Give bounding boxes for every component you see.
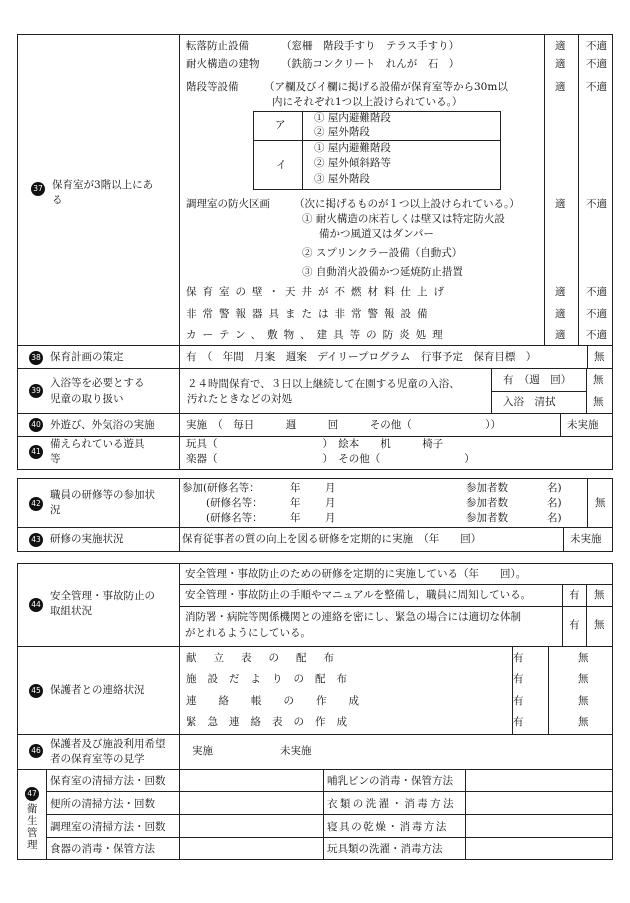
hygiene-right-4: 玩具類の洗濯・消毒方法 [327,843,443,855]
safety-line-1: 安全管理・事故防止のための研修を定期的に実施している（年 回）。 [185,568,527,580]
kitchen-item-3: ③ 自動消火設備かつ延焼防止措置 [302,266,463,278]
item-number-47: 47 [25,787,39,801]
stair-label: 階段等設備 [186,81,239,93]
label-42-line2: 況 [50,504,61,516]
label-46-line1: 保護者及び施設利用希望 [50,738,166,750]
hygiene-left-2: 便所の清掃方法・回数 [50,798,155,810]
hygiene-right-1: 哺乳ビンの消毒・保管方法 [327,775,453,787]
safety-line-2: 安全管理・事故防止の手順やマニュアルを整備し，職員に周知している。 [185,589,532,601]
ok-mark: 適 [555,58,566,70]
ng-mark: 不適 [586,286,607,298]
contact-item-1: 献立表の配布 [186,652,351,664]
training-row-1-e: 名) [547,482,562,494]
stair-i-label: イ [276,159,287,171]
training-row-2-a: (研修名等： [206,497,263,509]
none-38: 無 [594,351,605,363]
ng-mark: 不適 [586,329,607,341]
label-44-line2: 取組状況 [50,605,92,617]
item-number-44: 44 [29,598,43,612]
item-number-37: 37 [31,182,45,196]
training-row-3-a: (研修名等： [206,512,263,524]
training-row-2-e: 名) [547,497,562,509]
item-number-40: 40 [29,418,43,432]
training-row-2-b: 年 [290,497,301,509]
label-42-line1: 職員の研修等の参加状 [50,489,155,501]
label-39-line2: 児童の取り扱い [50,393,124,405]
none-45-2: 無 [578,673,589,685]
yes-45-3: 有 [513,695,524,707]
hygiene-right-3: 寝具の乾燥・消毒方法 [327,821,448,833]
stair-i-item-1: ① 屋内避難階段 [314,142,391,154]
content-41-row2: 楽器（ ） その他（ ） [186,453,475,465]
ng-mark: 不適 [586,81,607,93]
safety-line-4: がとれるようにしている。 [185,627,311,639]
item-number-42: 42 [29,497,43,511]
none-45-4: 無 [578,716,589,728]
curtain-label: カーテン、敷物、建具等の防炎処理 [186,329,449,341]
kitchen-item-2: ② スプリンクラー設備（自動式） [302,247,463,259]
training-row-2-d: 参加者数 [466,497,508,509]
label-43: 研修の実施状況 [50,533,124,545]
training-row-3-e: 名) [547,512,562,524]
ok-mark: 適 [555,198,566,210]
training-row-3-d: 参加者数 [466,512,508,524]
yes-44-b: 有 [569,619,580,631]
contact-item-4: 緊急連絡表の作成 [186,716,358,728]
content-43: 保育従事者の質の向上を図る研修を定期的に実施 （年 回） [182,533,482,545]
ok-mark: 適 [555,308,566,320]
label-41-line2: 等 [50,453,61,465]
fall-prevention-note: （窓柵 階段手すり テラス手すり） [281,40,460,52]
label-41-line1: 備えられている遊具 [50,438,145,450]
contact-item-3: 連絡帳の作成 [186,695,381,707]
kitchen-note: （次に掲げるものが１つ以上設けられている。） [294,198,520,210]
training-row-1-d: 参加者数 [466,482,508,494]
hygiene-left-3: 調理室の清掃方法・回数 [50,821,166,833]
kitchen-item-1b: 備かつ風道又はダンパー [319,228,434,240]
none-44-a: 無 [594,589,605,601]
item-number-39: 39 [29,384,43,398]
ng-mark: 不適 [586,58,607,70]
kitchen-label: 調理室の防火区画 [186,198,270,210]
none-45-1: 無 [578,652,589,664]
hygiene-left-4: 食器の消毒・保管方法 [50,843,155,855]
content-39-line2: 汚れたときなどの対処 [187,393,292,405]
training-row-1-c: 月 [325,482,336,494]
ng-mark: 不適 [586,40,607,52]
yes-45-1: 有 [513,652,524,664]
bath-count: 有 （週 回） [503,374,572,386]
ok-mark: 適 [555,40,566,52]
label-38: 保育計画の策定 [50,351,124,363]
item-number-45: 45 [29,684,43,698]
alarm-label: 非常警報器具または非常警報設備 [186,308,434,320]
yes-45-4: 有 [513,716,524,728]
training-row-2-c: 月 [325,497,336,509]
stair-a-label: ア [275,119,286,131]
hygiene-left-1: 保育室の清掃方法・回数 [50,775,166,787]
none-45-3: 無 [578,695,589,707]
none-42: 無 [595,497,606,509]
contact-item-2: 施設だよりの配布 [186,673,358,685]
label-45: 保護者との連絡状況 [50,684,145,696]
ok-mark: 適 [555,286,566,298]
label-44-line1: 安全管理・事故防止の [50,590,155,602]
item-number-46: 46 [29,744,43,758]
safety-line-3: 消防署・病院等関係機関との連絡を密にし、緊急の場合には適切な体制 [185,611,521,623]
label-37-line2: る [52,194,63,206]
stair-i-item-2: ② 屋外傾斜路等 [314,157,391,169]
none-39-b: 無 [593,396,604,408]
ng-mark: 不適 [586,198,607,210]
ok-mark: 適 [555,81,566,93]
label-46-line2: 者の保育室等の見学 [50,753,145,765]
yes-44-a: 有 [569,589,580,601]
stair-a-item-2: ② 屋外階段 [314,126,370,138]
item-number-41: 41 [29,445,43,459]
label-40: 外遊び、外気浴の実施 [50,419,155,431]
item-number-38: 38 [29,351,43,365]
training-row-3-c: 月 [325,512,336,524]
content-40: 実施 （ 毎日 週 回 その他（ ）） [186,419,501,431]
training-row-1-b: 年 [290,482,301,494]
visit-not-done: 未実施 [280,745,312,757]
yes-45-2: 有 [513,673,524,685]
kitchen-item-1: ① 耐火構造の床若しくは壁又は特定防火設 [302,213,505,225]
none-44-b: 無 [594,619,605,631]
content-38: 有 （ 年間 月案 週案 デイリープログラム 行事予定 保育目標 ） [186,351,537,363]
ng-mark: 不適 [586,308,607,320]
content-41-row1: 玩具（ ） 絵本 机 椅子 [186,438,444,450]
fireproof-label: 耐火構造の建物 [186,58,260,70]
bath-type: 入浴 清拭 [503,396,556,408]
stair-note-1: （ア欄及びイ欄に掲げる設備が保育室等から30m以 [264,81,508,93]
hygiene-right-2: 衣類の洗濯・消毒方法 [327,798,456,810]
fireproof-note: （鉄筋コンクリート れんが 石 ） [281,58,460,70]
item-number-43: 43 [29,533,43,547]
wall-label: 保育室の壁・天井が不燃材料仕上げ [186,286,450,298]
none-40: 未実施 [567,419,599,431]
ok-mark: 適 [555,329,566,341]
content-39-line1: ２４時間保育で、３日以上継続して在園する児童の入浴、 [187,378,460,390]
stair-note-2: 内にそれぞれ1つ以上設けられている。） [272,96,463,108]
label-39-line1: 入浴等を必要とする [50,377,145,389]
stair-i-item-3: ③ 屋外階段 [314,173,370,185]
fall-prevention-label: 転落防止設備 [186,40,249,52]
none-43: 未実施 [570,533,602,545]
visit-done: 実施 [192,745,213,757]
label-47: 衛生管理 [27,803,38,851]
none-39-a: 無 [593,374,604,386]
stair-a-item-1: ① 屋内避難階段 [314,112,391,124]
label-37-line1: 保育室が3階以上にあ [52,179,154,191]
training-row-3-b: 年 [290,512,301,524]
training-row-1-a: 参加(研修名等： [182,482,260,494]
